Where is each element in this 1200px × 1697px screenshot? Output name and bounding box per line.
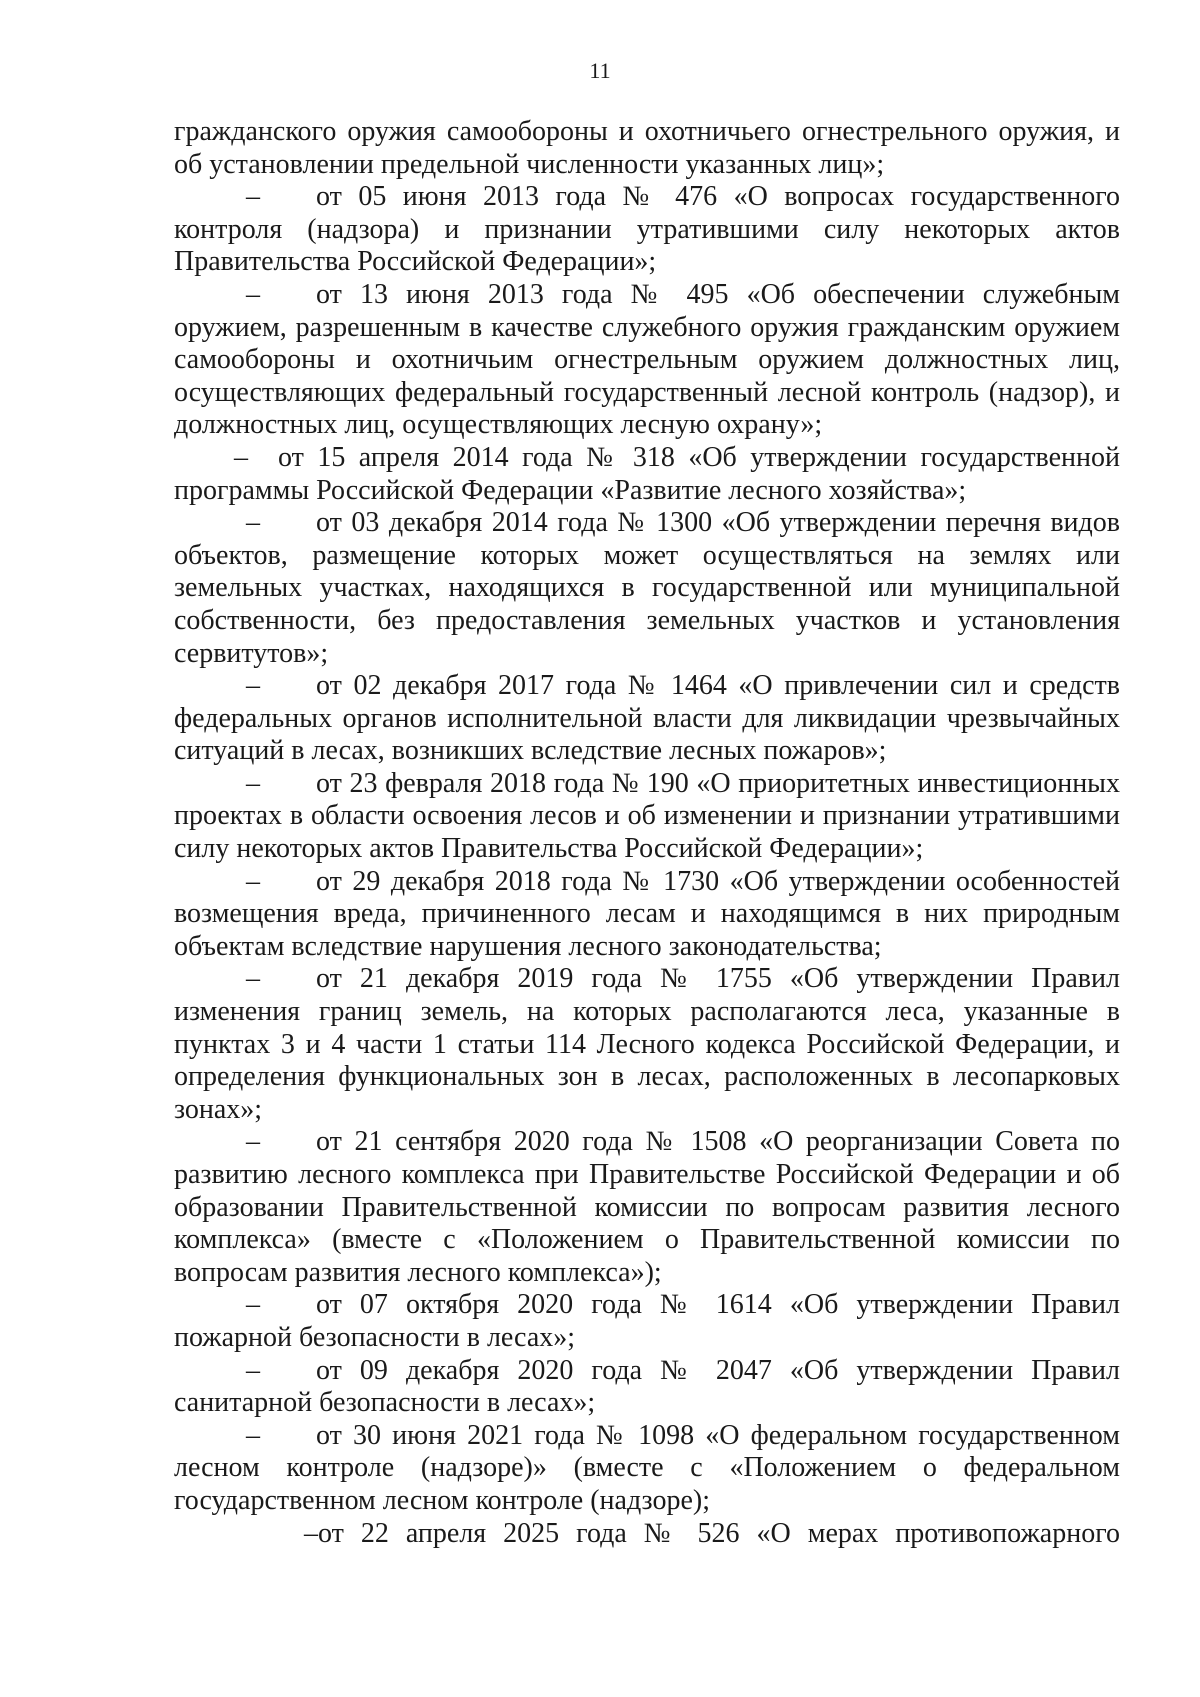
list-item-text: от 05 июня 2013 года № 476 «О вопросах государственного контроля (надзора) и признании утратившими силу некоторых актов Правительства Российской Федерации»; (174, 181, 1120, 278)
page-number: 11 (589, 58, 611, 83)
list-item (174, 768, 1120, 866)
dash-marker: – (246, 767, 260, 799)
list-item (174, 1126, 1120, 1289)
dash-marker: – (246, 865, 260, 897)
list-item (174, 866, 1120, 964)
continuation-paragraph: гражданского оружия самообороны и охотничьего огнестрельного оружия, и об установлении предельной численности указанных лиц»; (174, 116, 1120, 180)
dash-marker: – (246, 670, 260, 702)
dash-marker: – (246, 181, 260, 213)
list-item (174, 442, 1120, 507)
list-item (174, 963, 1120, 1126)
list-item-text: от 13 июня 2013 года № 495 «Об обеспечении служебным оружием, разрешенным в качестве служебного оружия гражданским оружием самообороны и охотничьим огнестрельным оружием должностных лиц, осуществляющих федеральный государственный лесной контроль (надзор), и должностных лиц, осуществляющих лесную охрану»; (174, 278, 1120, 441)
list-item-text: от 22 апреля 2025 года № 526 «О мерах противопожарного (318, 1517, 1120, 1549)
list-item-text: от 21 сентября 2020 года № 1508 «О реорганизации Совета по развитию лесного комплекса при Правительстве Российской Федерации и об образовании Правительственной комиссии по вопросам развития лесного комплекса» (вместе с «Положением о Правительственной комиссии по вопросам развития лесного комплекса»); (174, 1126, 1120, 1288)
dash-marker: – (234, 441, 248, 473)
document-body (174, 116, 1120, 1550)
dash-marker: – (246, 507, 260, 539)
list-item (174, 1289, 1120, 1354)
dash-marker: – (246, 1354, 260, 1386)
list-item (174, 670, 1120, 768)
list-item-text: от 15 апреля 2014 года № 318 «Об утверждении государственной программы Российской Федерации «Развитие лесного хозяйства»; (174, 441, 1120, 506)
list-item-truncated (174, 1518, 1120, 1551)
dash-marker: – (246, 1289, 260, 1321)
list-item-text: от 02 декабря 2017 года № 1464 «О привлечении сил и средств федеральных органов исполнительной власти для ликвидации чрезвычайных ситуаций в лесах, возникших вследствие лесных пожаров»; (174, 670, 1120, 767)
list-item (174, 279, 1120, 442)
dash-marker: – (246, 963, 260, 995)
dash-marker: – (246, 1126, 260, 1158)
list-item (174, 1420, 1120, 1518)
list-item-text: от 03 декабря 2014 года № 1300 «Об утверждении перечня видов объектов, размещение которых может осуществляться на землях или земельных участках, находящихся в государственной или муниципальной собственности, без предоставления земельных участков и установления сервитутов»; (174, 507, 1120, 669)
list-item (174, 181, 1120, 279)
list-item (174, 1355, 1120, 1420)
list-item-text: от 30 июня 2021 года № 1098 «О федеральном государственном лесном контроле (надзоре)» (вместе с «Положением о федеральном государственном лесном контроле (надзоре); (174, 1419, 1120, 1516)
dash-marker: – (246, 278, 260, 310)
list-item-text: от 21 декабря 2019 года № 1755 «Об утверждении Правил изменения границ земель, на которых располагаются леса, указанные в пунктах 3 и 4 части 1 статьи 114 Лесного кодекса Российской Федерации, и определения функциональных зон в лесах, расположенных в лесопарковых зонах»; (174, 963, 1120, 1125)
list-item-text: от 07 октября 2020 года № 1614 «Об утверждении Правил пожарной безопасности в лесах»; (174, 1289, 1120, 1353)
list-item-text: от 23 февраля 2018 года № 190 «О приоритетных инвестиционных проектах в области освоения лесов и об изменении и признании утратившими силу некоторых актов Правительства Российской Федерации»; (174, 767, 1120, 865)
list-item-text: от 29 декабря 2018 года № 1730 «Об утверждении особенностей возмещения вреда, причиненного лесам и находящимся в них природным объектам вследствие нарушения лесного законодательства; (174, 865, 1120, 962)
dash-marker: – (304, 1517, 318, 1549)
list-item (174, 507, 1120, 670)
dash-marker: – (246, 1419, 260, 1451)
list-item-text: от 09 декабря 2020 года № 2047 «Об утверждении Правил санитарной безопасности в лесах»; (174, 1354, 1120, 1419)
